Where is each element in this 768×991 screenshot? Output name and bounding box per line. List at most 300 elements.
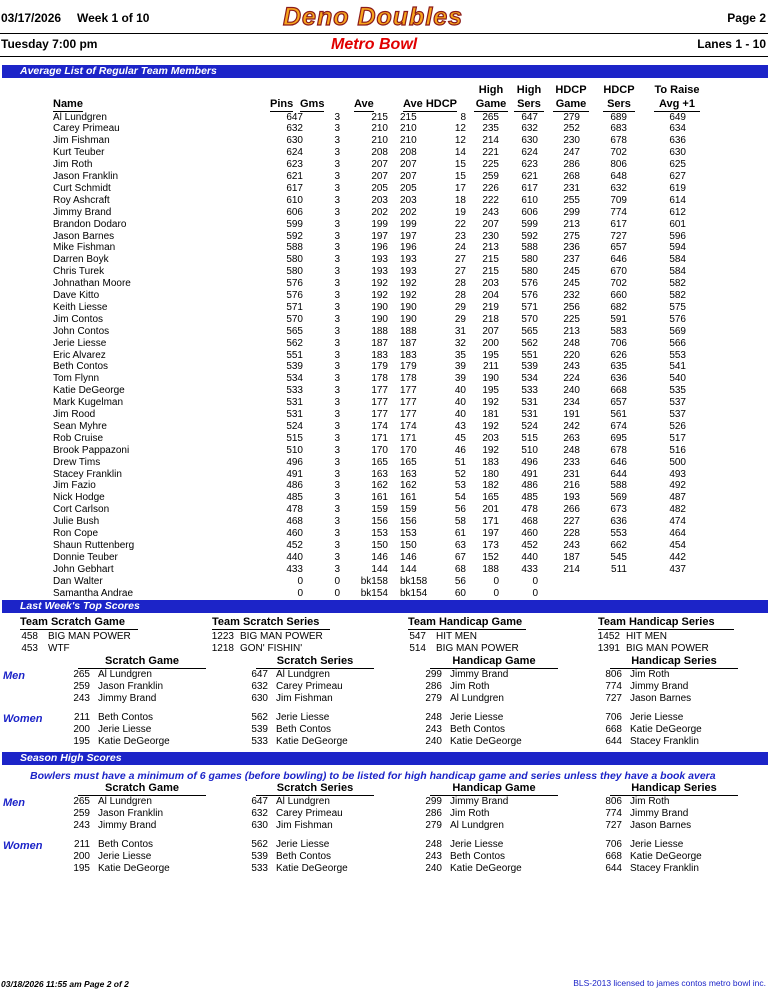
high-series: 647 <box>521 111 538 123</box>
high-game: 225 <box>482 159 499 171</box>
to-raise: 627 <box>669 171 686 182</box>
hdcp-series: 670 <box>610 266 627 278</box>
to-raise: 437 <box>669 563 686 575</box>
hdcp-series: 511 <box>611 563 627 575</box>
col-hdcp-sers-2: Sers <box>603 97 635 112</box>
hdcp-game: 245 <box>563 266 580 278</box>
to-raise: 649 <box>669 111 686 123</box>
hdcp-series: 702 <box>610 147 627 159</box>
bowler-name: Jim Fishman <box>276 820 333 831</box>
score-value: 706 <box>605 839 622 850</box>
bowler-name: Jerie Liesse <box>98 724 152 735</box>
entering-ave: 208 <box>400 147 417 159</box>
games: 3 <box>334 409 340 420</box>
score-category-header: Scratch Series <box>256 782 374 796</box>
score-value: 299 <box>425 669 442 680</box>
hdcp-series: 674 <box>610 420 627 432</box>
hdcp-series: 635 <box>610 361 627 373</box>
high-series: 539 <box>521 361 538 373</box>
high-series: 632 <box>521 123 538 135</box>
games: 3 <box>334 123 340 135</box>
games: 3 <box>334 266 340 278</box>
high-series: 571 <box>521 301 538 313</box>
table-row <box>0 492 768 504</box>
hdcp-game: 231 <box>563 468 580 480</box>
entering-ave: 156 <box>400 516 417 528</box>
entering-ave: 190 <box>400 301 417 313</box>
high-game: 173 <box>482 539 499 551</box>
entering-ave: 193 <box>400 266 417 278</box>
report-date: 03/17/2026 <box>1 11 62 25</box>
hdcp-series: 636 <box>610 373 627 385</box>
to-raise: 482 <box>669 504 686 516</box>
bowler-name: Rob Cruise <box>53 432 104 444</box>
bowler-name: Jim Roth <box>450 681 490 692</box>
table-row <box>0 326 768 338</box>
team-score-value: 453 <box>21 643 38 654</box>
week-label: Week 1 of 10 <box>77 11 150 25</box>
games: 3 <box>334 551 340 563</box>
hdcp-series: 806 <box>610 159 627 171</box>
bowler-name: Jim Roth <box>630 669 670 680</box>
entering-ave: 205 <box>400 182 417 194</box>
high-game: 204 <box>482 290 499 301</box>
hdcp-series: 678 <box>610 444 627 456</box>
to-raise: 612 <box>669 206 686 218</box>
team-score-value: 1391 <box>597 643 620 654</box>
entering-ave: 146 <box>400 551 417 563</box>
table-row <box>0 183 768 195</box>
pins: 485 <box>286 492 303 504</box>
bowler-name: Jim Roth <box>630 796 670 807</box>
games: 3 <box>334 206 340 218</box>
table-row <box>0 290 768 302</box>
to-raise: 526 <box>669 420 686 432</box>
average: 210 <box>371 123 388 135</box>
score-category-header: Handicap Game <box>430 655 558 669</box>
high-game: 201 <box>482 504 499 516</box>
average: 162 <box>371 480 388 492</box>
hdcp-game: 299 <box>563 206 580 218</box>
bowler-name: Julie Bush <box>53 516 100 528</box>
entering-ave: 188 <box>400 325 417 337</box>
score-value: 774 <box>605 808 622 819</box>
hdcp-game: 230 <box>563 135 580 147</box>
score-category-header: Handicap Game <box>430 782 558 796</box>
high-series: 606 <box>521 206 538 218</box>
table-row <box>0 135 768 147</box>
games: 3 <box>334 361 340 373</box>
high-series: 440 <box>521 551 538 563</box>
table-row <box>0 123 768 135</box>
bowler-name: Jerie Liesse <box>630 839 684 850</box>
team-name: BIG MAN POWER <box>626 643 709 654</box>
pins: 571 <box>286 301 303 313</box>
high-series: 617 <box>521 182 538 194</box>
bowler-name: John Gebhart <box>53 563 114 575</box>
pins: 610 <box>286 194 303 206</box>
col-high-game-1: High <box>478 84 504 96</box>
average: 178 <box>371 373 388 385</box>
bowler-name: Tom Flynn <box>53 373 100 385</box>
average: 203 <box>371 194 388 206</box>
table-row <box>0 564 768 576</box>
pins: 576 <box>286 290 303 301</box>
entering-ave: bk154 <box>400 587 428 599</box>
hdcp-series: 583 <box>610 325 627 337</box>
games: 3 <box>334 468 340 480</box>
score-value: 630 <box>251 693 268 704</box>
table-row <box>0 219 768 231</box>
high-game: 243 <box>482 206 499 218</box>
entering-ave: 179 <box>400 361 417 373</box>
hdcp-game: 286 <box>563 159 580 171</box>
average: 205 <box>371 182 388 194</box>
hdcp-series: 689 <box>610 111 627 123</box>
hdcp-series: 646 <box>610 456 627 468</box>
bowler-name: Chris Turek <box>53 266 105 278</box>
average: 190 <box>371 301 388 313</box>
bowler-name: Stacey Franklin <box>630 863 699 874</box>
average: 177 <box>371 397 388 409</box>
hdcp-series: 668 <box>610 385 627 397</box>
team-name: GON' FISHIN' <box>240 643 303 654</box>
high-game: 192 <box>482 420 499 432</box>
bowler-name: Katie DeGeorge <box>630 724 702 735</box>
games: 3 <box>334 432 340 444</box>
men-label: Men <box>3 797 25 809</box>
table-row <box>0 516 768 528</box>
games: 3 <box>334 456 340 468</box>
score-value: 243 <box>425 851 442 862</box>
men-score-row <box>0 693 768 705</box>
hdcp-game: 242 <box>563 420 580 432</box>
entering-ave: 215 <box>400 111 417 123</box>
to-raise: 619 <box>669 182 686 194</box>
bowler-name: Eric Alvarez <box>53 349 106 361</box>
handicap: 39 <box>454 373 466 385</box>
games: 3 <box>334 135 340 147</box>
page-number: Page 2 <box>727 11 766 25</box>
bowler-name: Donnie Teuber <box>53 551 118 563</box>
handicap: 45 <box>454 432 466 444</box>
table-row <box>0 421 768 433</box>
games: 3 <box>334 313 340 325</box>
pins: 533 <box>286 385 303 397</box>
to-raise: 553 <box>669 349 686 361</box>
to-raise: 540 <box>669 373 686 385</box>
games: 3 <box>334 254 340 266</box>
score-value: 211 <box>74 712 90 723</box>
table-row <box>0 480 768 492</box>
handicap: 40 <box>454 385 466 397</box>
entering-ave: 196 <box>400 242 417 254</box>
bowler-name: Katie DeGeorge <box>98 736 170 747</box>
team-score-value: 1218 <box>211 643 234 654</box>
score-value: 630 <box>251 820 268 831</box>
handicap: 56 <box>454 504 466 516</box>
score-value: 806 <box>605 669 622 680</box>
table-row <box>0 231 768 243</box>
pins: 576 <box>286 278 303 290</box>
average: 210 <box>371 135 388 147</box>
hdcp-series: 648 <box>610 171 627 182</box>
entering-ave: 163 <box>400 468 417 480</box>
pins: 531 <box>286 397 303 409</box>
entering-ave: 192 <box>400 278 417 290</box>
hdcp-series: 682 <box>610 301 627 313</box>
bowler-name: Jason Franklin <box>53 171 119 182</box>
hdcp-series: 636 <box>610 516 627 528</box>
average: bk158 <box>360 575 388 587</box>
high-game: 182 <box>482 480 499 492</box>
to-raise: 454 <box>669 539 686 551</box>
bowler-name: Al Lundgren <box>98 796 152 807</box>
bowler-name: Jason Franklin <box>98 808 164 819</box>
last-week-banner: Last Week's Top Scores <box>2 600 768 613</box>
games: 3 <box>334 290 340 301</box>
bowler-name: Al Lundgren <box>276 796 330 807</box>
high-series: 531 <box>521 409 538 420</box>
hdcp-series: 644 <box>610 468 627 480</box>
table-row <box>0 373 768 385</box>
table-row <box>0 171 768 183</box>
men-score-row <box>0 796 768 808</box>
bowler-name: Katie DeGeorge <box>276 863 348 874</box>
entering-ave: 210 <box>400 123 417 135</box>
score-value: 265 <box>73 796 90 807</box>
bowler-name: Beth Contos <box>98 839 154 850</box>
hdcp-series: 774 <box>610 206 627 218</box>
bowler-name: Jason Barnes <box>53 230 115 242</box>
handicap: 53 <box>454 480 466 492</box>
hdcp-series: 695 <box>610 432 627 444</box>
bowler-name: Jerie Liesse <box>276 712 330 723</box>
hdcp-series: 553 <box>610 528 627 539</box>
high-series: 515 <box>521 432 538 444</box>
high-game: 215 <box>482 254 499 266</box>
men-label: Men <box>3 670 25 682</box>
score-value: 240 <box>425 736 442 747</box>
bowler-name: Carey Primeau <box>276 808 343 819</box>
handicap: 43 <box>454 420 466 432</box>
bowler-name: Jimmy Brand <box>53 206 112 218</box>
hdcp-game: 228 <box>563 528 580 539</box>
to-raise: 537 <box>669 409 686 420</box>
to-raise: 492 <box>669 480 686 492</box>
high-series: 623 <box>521 159 538 171</box>
score-value: 647 <box>251 669 268 680</box>
score-value: 211 <box>74 839 90 850</box>
pins: 486 <box>286 480 303 492</box>
bowler-name: Al Lundgren <box>98 669 152 680</box>
average: 215 <box>371 111 388 123</box>
hdcp-game: 266 <box>563 504 580 516</box>
hdcp-game: 231 <box>563 182 580 194</box>
handicap: 68 <box>454 563 466 575</box>
high-game: 181 <box>482 409 499 420</box>
pins: 580 <box>286 266 303 278</box>
high-series: 562 <box>521 337 538 349</box>
bowler-name: Brandon Dodaro <box>53 218 127 230</box>
average: 156 <box>371 516 388 528</box>
games: 3 <box>334 563 340 575</box>
table-row <box>0 278 768 290</box>
bowler-name: Beth Contos <box>53 361 109 373</box>
average: 150 <box>371 539 388 551</box>
pins: 623 <box>286 159 303 171</box>
high-game: 235 <box>482 123 499 135</box>
entering-ave: 178 <box>400 373 417 385</box>
bowler-name: Jim Fazio <box>53 480 96 492</box>
hdcp-game: 243 <box>563 361 580 373</box>
average: 174 <box>371 420 388 432</box>
score-value: 259 <box>73 681 90 692</box>
score-value: 644 <box>605 736 622 747</box>
table-row <box>0 433 768 445</box>
women-label: Women <box>3 713 43 725</box>
games: 3 <box>334 218 340 230</box>
bowler-name: Jerie Liesse <box>630 712 684 723</box>
to-raise: 584 <box>669 266 686 278</box>
hdcp-series: 709 <box>610 194 627 206</box>
bowler-name: Brook Pappazoni <box>53 444 130 456</box>
games: 3 <box>334 492 340 504</box>
hdcp-series: 727 <box>610 230 627 242</box>
average: 161 <box>371 492 388 504</box>
handicap: 58 <box>454 516 466 528</box>
lanes-label: Lanes 1 - 10 <box>697 37 766 51</box>
col-to-raise-2: Avg +1 <box>654 97 700 112</box>
games: 0 <box>334 587 340 599</box>
average: 159 <box>371 504 388 516</box>
entering-ave: 190 <box>400 313 417 325</box>
average: 179 <box>371 361 388 373</box>
bowler-name: Katie DeGeorge <box>450 736 522 747</box>
hdcp-game: 191 <box>563 409 580 420</box>
bowler-name: Beth Contos <box>276 724 332 735</box>
bowler-name: Jason Franklin <box>98 681 164 692</box>
hdcp-game: 234 <box>563 397 580 409</box>
entering-ave: 199 <box>400 218 417 230</box>
team-name: WTF <box>48 643 70 654</box>
high-game: 192 <box>482 444 499 456</box>
pins: 496 <box>286 456 303 468</box>
entering-ave: 161 <box>400 492 417 504</box>
bowler-name: Curt Schmidt <box>53 182 111 194</box>
pins: 617 <box>286 182 303 194</box>
score-value: 240 <box>425 863 442 874</box>
average: 170 <box>371 444 388 456</box>
bowler-name: Al Lundgren <box>450 820 504 831</box>
handicap: 35 <box>454 349 466 361</box>
to-raise: 601 <box>669 218 686 230</box>
team-score-value: 547 <box>409 631 426 642</box>
entering-ave: 177 <box>400 397 417 409</box>
games: 3 <box>334 147 340 159</box>
bowler-name: Jim Fishman <box>276 693 333 704</box>
table-row <box>0 528 768 540</box>
score-value: 562 <box>251 712 268 723</box>
handicap: 51 <box>454 456 466 468</box>
hdcp-series: 561 <box>610 409 627 420</box>
bowler-name: Kurt Teuber <box>53 147 105 159</box>
bowler-name: Jim Roth <box>450 808 490 819</box>
table-row <box>0 338 768 350</box>
pins: 510 <box>286 444 303 456</box>
hdcp-game: 213 <box>563 218 580 230</box>
score-value: 668 <box>605 851 622 862</box>
handicap: 14 <box>454 147 466 159</box>
games: 3 <box>334 171 340 182</box>
handicap: 40 <box>454 409 466 420</box>
high-series: 580 <box>521 266 538 278</box>
average: 207 <box>371 171 388 182</box>
hdcp-game: 252 <box>563 123 580 135</box>
score-value: 533 <box>251 736 268 747</box>
high-game: 190 <box>482 373 499 385</box>
to-raise: 541 <box>669 361 686 373</box>
high-game: 226 <box>482 182 499 194</box>
average: 193 <box>371 266 388 278</box>
entering-ave: 192 <box>400 290 417 301</box>
high-game: 218 <box>482 313 499 325</box>
handicap: 67 <box>454 551 466 563</box>
col-high-game-2: Game <box>475 98 507 110</box>
table-row <box>0 254 768 266</box>
handicap: 39 <box>454 361 466 373</box>
pins: 460 <box>286 528 303 539</box>
entering-ave: 170 <box>400 444 417 456</box>
women-score-row <box>0 712 768 724</box>
high-series: 478 <box>521 504 538 516</box>
men-score-row <box>0 820 768 832</box>
team-name: HIT MEN <box>436 631 477 642</box>
entering-ave: 207 <box>400 159 417 171</box>
bowler-name: Beth Contos <box>276 851 332 862</box>
bowler-name: Shaun Ruttenberg <box>53 539 135 551</box>
average: 146 <box>371 551 388 563</box>
high-game: 152 <box>482 551 499 563</box>
to-raise: 625 <box>669 159 686 171</box>
women-score-row <box>0 724 768 736</box>
bowler-name: Nick Hodge <box>53 492 105 504</box>
hdcp-game: 248 <box>563 444 580 456</box>
handicap: 40 <box>454 397 466 409</box>
average: 207 <box>371 159 388 171</box>
to-raise: 464 <box>669 528 686 539</box>
team-name: BIG MAN POWER <box>436 643 519 654</box>
hdcp-game: 232 <box>563 290 580 301</box>
bowler-name: Beth Contos <box>98 712 154 723</box>
score-value: 539 <box>251 851 268 862</box>
table-row <box>0 397 768 409</box>
bowler-name: Al Lundgren <box>450 693 504 704</box>
table-row <box>0 147 768 159</box>
table-row <box>0 242 768 254</box>
pins: 468 <box>286 516 303 528</box>
games: 3 <box>334 111 340 123</box>
score-value: 727 <box>605 820 622 831</box>
high-game: 197 <box>482 528 499 539</box>
handicap: 32 <box>454 337 466 349</box>
average: 165 <box>371 456 388 468</box>
average: 183 <box>371 349 388 361</box>
bowler-name: Jim Roth <box>53 159 93 171</box>
bowler-name: Jim Fishman <box>53 135 110 147</box>
high-game: 0 <box>493 587 499 599</box>
women-score-row <box>0 851 768 863</box>
